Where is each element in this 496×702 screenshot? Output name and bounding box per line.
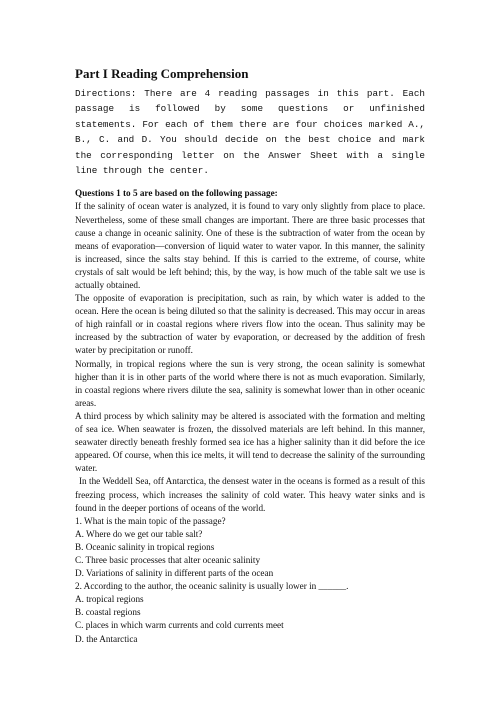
answer-option: B. Oceanic salinity in tropical regions: [75, 541, 215, 552]
answer-option: D. the Antarctica: [75, 633, 138, 644]
passage-paragraph: If the salinity of ocean water is analyzed, it is found to vary only slightly from place to place. Nevertheless, some of these small changes are important. There are three basic processes that cause a change in oceanic salinity. One of these is the subtraction of water from the ocean by means of evaporation—conversion of liquid water to water vapor. In this manner, the salinity is increased, since the salts stay behind. If this is carried to the extreme, of course, white crystals of salt would be left behind; this, by the way, is how much of the table salt we use is actually obtained.: [75, 201, 425, 290]
document-page: [75, 66, 425, 646]
passage-paragraph: In the Weddell Sea, off Antarctica, the densest water in the oceans is formed as a result of this freezing process, which increases the salinity of cold water. This heavy water sinks and is found in the deeper portions of oceans of the world.: [75, 476, 425, 513]
questions-heading: Questions 1 to 5 are based on the following passage:: [75, 188, 278, 199]
answer-option: B. coastal regions: [75, 607, 141, 618]
answer-option: C. places in which warm currents and cold currents meet: [75, 620, 284, 631]
answer-option: A. tropical regions: [75, 594, 144, 605]
answer-option: A. Where do we get our table salt?: [75, 528, 203, 539]
answer-option: D. Variations of salinity in different parts of the ocean: [75, 568, 274, 579]
directions-text: Directions: There are 4 reading passages in this part. Each passage is followed by some questions or unfinished statements. For each of them there are four choices marked A., B., C. and D. You should decide on the best choice and mark the corresponding letter on the Answer Sheet with a single line through the center.: [75, 88, 425, 177]
passage-paragraph: The opposite of evaporation is precipitation, such as rain, by which water is added to the ocean. Here the ocean is being diluted so that the salinity is decreased. This may occur in areas of high rainfall or in coastal regions where rivers flow into the ocean. Thus salinity may be increased by the subtraction of water by evaporation, or decreased by the addition of fresh water by precipitation or runoff.: [75, 293, 425, 356]
question-stem: 2. According to the author, the oceanic salinity is usually lower in ______.: [75, 581, 349, 592]
question-stem: 1. What is the main topic of the passage?: [75, 515, 226, 526]
answer-option: C. Three basic processes that alter oceanic salinity: [75, 554, 261, 565]
passage-paragraph: A third process by which salinity may be altered is associated with the formation and melting of sea ice. When seawater is frozen, the dissolved materials are left behind. In this manner, seawater directly beneath freshly formed sea ice has a higher salinity than it did before the ice appeared. Of course, when this ice melts, it will tend to decrease the salinity of the surrounding water.: [75, 410, 425, 474]
section-title: Part I Reading Comprehension: [75, 66, 249, 81]
passage-paragraph: Normally, in tropical regions where the sun is very strong, the ocean salinity is somewhat higher than it is in other parts of the world where there is not as much evaporation. Similarly, in coastal regions where rivers dilute the sea, salinity is somewhat lower than in other oceanic areas.: [75, 358, 425, 408]
